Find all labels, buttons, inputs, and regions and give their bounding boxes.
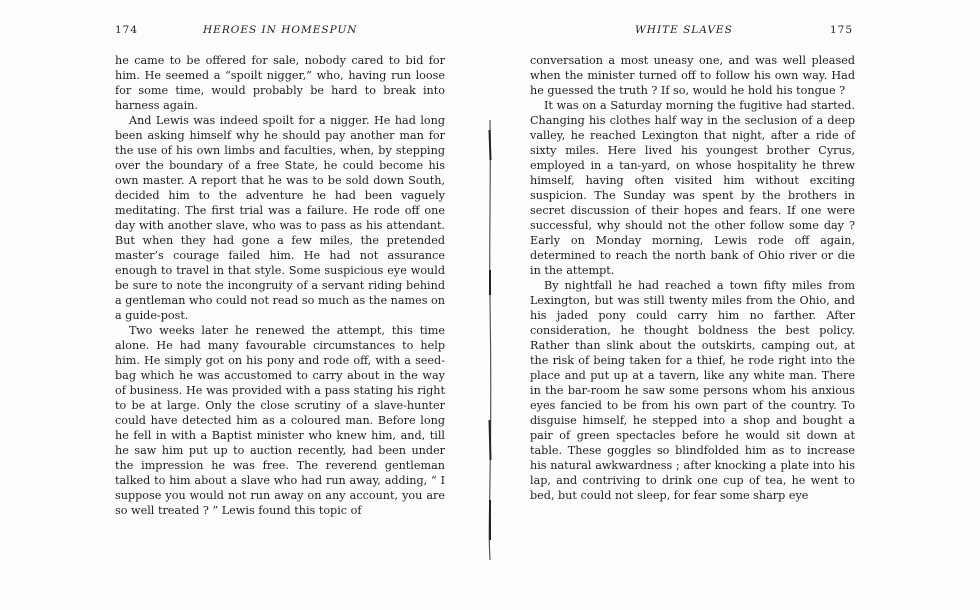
paragraph: conversation a most uneasy one, and was well pleased when the minister turned off to follow his own way. Had he guessed the truth ? If so, would he hold his tongue ?	[530, 54, 855, 97]
paragraph: By nightfall he had reached a town fifty miles from Lexington, but was still twenty miles from the Ohio, and his jaded pony could carry him no farther. After consideration, he thought boldness the best policy. Rather than slink about the outskirts, camping out, at the risk of being taken for a thief, he rode right into the place and put up at a tavern, like any white man. There in the bar-room he saw some persons whom his anxious eyes fancied to be from his own part of the country. To disguise himself, he stepped into a shop and bought a pair of green spectacles before he would sit down at table. These goggles so blindfolded him as to increase his natural awkwardness ; after knocking a plate into his lap, and contriving to drink one cup of tea, he went to bed, but could not sleep, for fear some sharp eye	[530, 279, 855, 502]
left-page-header	[115, 24, 445, 48]
book-gutter	[487, 120, 493, 560]
paragraph: he came to be offered for sale, nobody cared to bid for him. He seemed a “spoilt nigger,” who, having run loose for some time, would probably be hard to break into harness again.	[115, 54, 445, 112]
left-page-body	[115, 53, 445, 518]
right-page-body	[530, 53, 855, 503]
page-number: 175	[830, 24, 854, 36]
paragraph: Two weeks later he renewed the attempt, this time alone. He had many favourable circumstances to help him. He simply got on his pony and rode off, with a seed-bag which he was accustomed to carry about in the way of business. He was provided with a pass stating his right to be at large. Only the close scrutiny of a slave-hunter could have detected him as a coloured man. Before long he fell in with a Baptist minister who knew him, and, till he saw him put up to auction recently, had been under the impression he was free. The reverend gentleman talked to him about a slave who had run away, adding, “ I suppose you would not run away on any account, you are so well treated ? ” Lewis found this topic of	[115, 324, 445, 517]
running-head: HEROES IN HOMESPUN	[203, 24, 358, 36]
left-page	[115, 0, 445, 518]
paragraph: And Lewis was indeed spoilt for a nigger. He had long been asking himself why he should pay another man for the use of his own limbs and faculties, when, by stepping over the boundary of a free State, he could become his own master. A report that he was to be sold down South, decided him to the adventure he had been vaguely meditating. The first trial was a failure. He rode off one day with another slave, who was to pass as his attendant. But when they had gone a few miles, the pretended master’s courage failed him. He had not assurance enough to travel in that style. Some suspicious eye would be sure to note the incongruity of a servant riding behind a gentleman who could not read so much as the names on a guide-post.	[115, 114, 445, 322]
right-page-header	[530, 24, 855, 48]
right-page	[530, 0, 855, 503]
page-number: 174	[115, 24, 139, 36]
paragraph: It was on a Saturday morning the fugitive had started. Changing his clothes half way in the seclusion of a deep valley, he reached Lexington that night, after a ride of sixty miles. Here lived his youngest brother Cyrus, employed in a tan-yard, on whose hospitality he threw himself, having often visited him without exciting suspicion. The Sunday was spent by the brothers in secret discussion of their hopes and fears. If one were successful, why should not the other follow some day ? Early on Monday morning, Lewis rode off again, determined to reach the north bank of Ohio river or die in the attempt.	[530, 99, 855, 277]
running-head: WHITE SLAVES	[635, 24, 733, 36]
